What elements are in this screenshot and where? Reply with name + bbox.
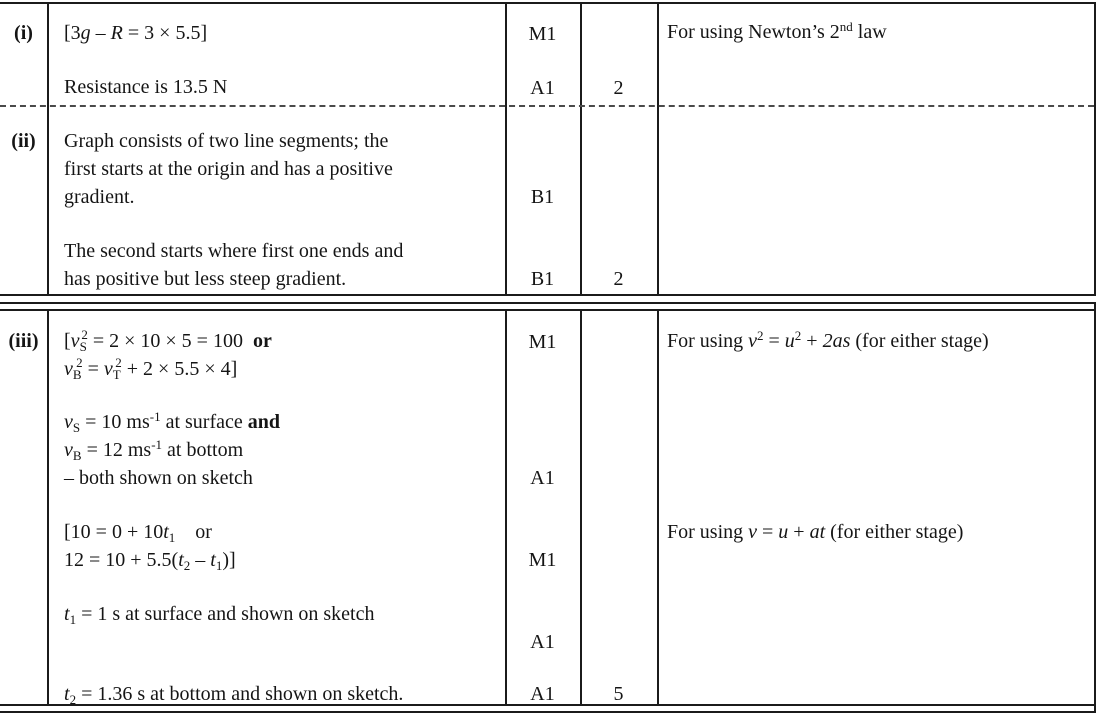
examiner-comment: For using $v^2 = u^2 + 2as$ (for either stage)	[667, 328, 989, 352]
mark-code: M1	[528, 23, 557, 45]
mark-code: A1	[530, 467, 555, 489]
mark-code: M1	[528, 331, 557, 353]
working-text: $v_S = 10$ $ms^{-1}$ at surface and $v_B = 12$ $ms^{-1}$ at bottom – both shown on sketch	[64, 409, 281, 489]
marks-total: 2	[613, 77, 624, 99]
column-divider-comment-2	[657, 311, 659, 704]
marks-total: 5	[613, 683, 624, 705]
working-text: The second starts where first one ends and has positive but less steep gradient.	[64, 240, 404, 290]
row-divider-dashed	[0, 105, 1094, 107]
working-text: [$10 = 0 + 10t_1$ or $12 = 10 + 5.5(t_2 - t_1)$]	[64, 521, 236, 573]
section-divider-line-1	[0, 302, 1096, 304]
mark-code: A1	[530, 683, 555, 705]
part-label: (ii)	[11, 130, 36, 152]
section-divider-line-2	[0, 309, 1096, 311]
column-divider-comment	[657, 3, 659, 295]
table-top-border	[0, 2, 1096, 4]
column-divider-total	[580, 3, 582, 295]
mark-code: A1	[530, 77, 555, 99]
working-text: [$v_S^2 = 2 \times 10 \times 5 = 100$ or $v_B^2 = v_T^2 + 2 \times 5.5 \times 4$]	[64, 327, 272, 382]
column-divider-total-2	[580, 311, 582, 704]
part-label: (i)	[14, 22, 33, 44]
examiner-comment: For using Newton’s 2nd law	[667, 19, 887, 43]
column-divider-part	[47, 3, 49, 295]
mark-code: M1	[528, 549, 557, 571]
table-right-border-2	[1094, 302, 1096, 713]
working-text: $t_1 = 1$ s at surface and shown on sketch	[64, 603, 375, 627]
working-text: [3g – R = 3 × 5.5]	[64, 22, 208, 44]
mark-code: B1	[530, 186, 555, 208]
part-label: (iii)	[8, 330, 39, 352]
column-divider-part-2	[47, 311, 49, 704]
mark-code: A1	[530, 631, 555, 653]
table-right-border	[1094, 2, 1096, 296]
working-text: Graph consists of two line segments; the first starts at the origin and has a positive gradient.	[64, 130, 393, 208]
section-1-bottom-border	[0, 294, 1096, 296]
working-text: Resistance is 13.5 N	[64, 76, 228, 98]
working-text: $t_2 = 1.36$ s at bottom and shown on sketch.	[64, 683, 404, 707]
mark-code: B1	[530, 268, 555, 290]
marks-total: 2	[613, 268, 624, 290]
examiner-comment: For using v = u + at (for either stage)	[667, 521, 964, 543]
table-bottom-border-line-2	[0, 711, 1096, 713]
